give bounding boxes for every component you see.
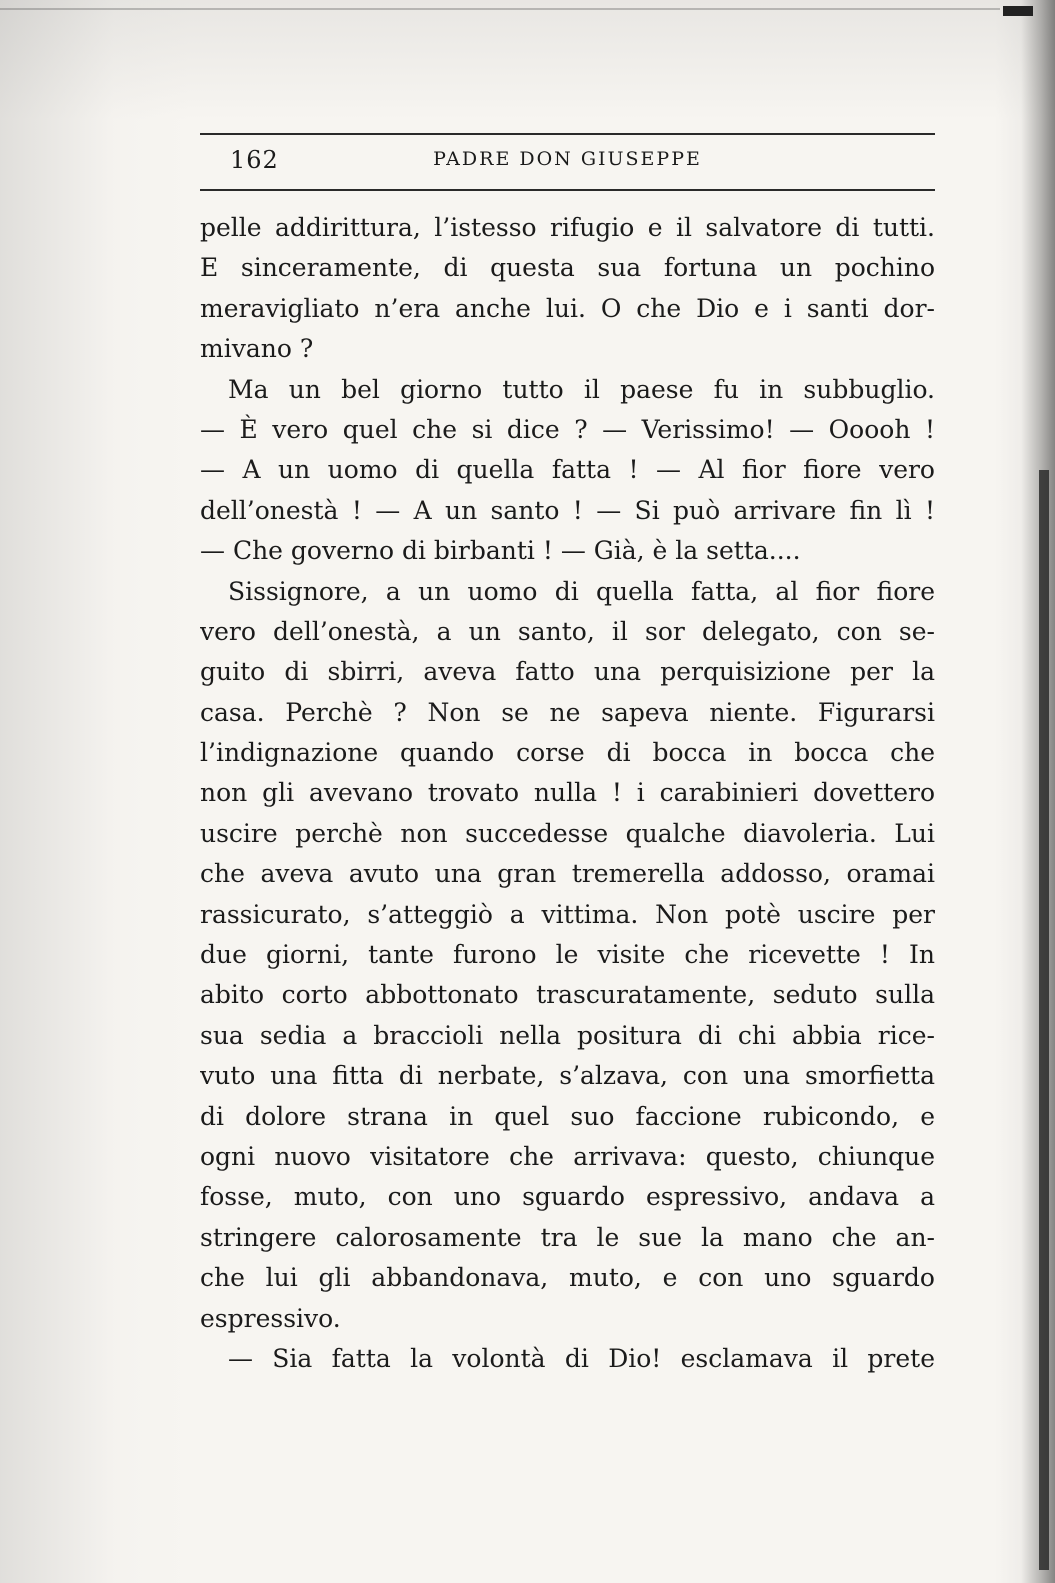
text-line: — Che governo di birbanti ! — Già, è la setta.... [200, 536, 801, 566]
text-line: vero dell’onestà, a un santo, il sor delegato, con se- [200, 616, 935, 646]
text-line: di dolore strana in quel suo faccione rubicondo, e [200, 1101, 935, 1131]
scan-corner-mark [1003, 6, 1033, 16]
running-title: PADRE DON GIUSEPPE [433, 148, 702, 170]
text-line: guito di sbirri, aveva fatto una perquisizione per la [200, 657, 935, 687]
text-line: fosse, muto, con uno sguardo espressivo, andava a [200, 1182, 935, 1212]
scan-shadow-left [0, 0, 190, 1583]
scan-top-rule [0, 8, 1000, 10]
text-line: sua sedia a braccioli nella positura di chi abbia rice- [200, 1020, 935, 1050]
text-line: due giorni, tante furono le visite che ricevette ! In [200, 940, 935, 970]
text-line: l’indignazione quando corse di bocca in bocca che [200, 738, 935, 768]
text-line: vuto una fitta di nerbate, s’alzava, con una smorfietta [200, 1061, 935, 1091]
page-number: 162 [230, 146, 279, 174]
text-line: stringere calorosamente tra le sue la mano che an- [200, 1222, 935, 1252]
text-line: casa. Perchè ? Non se ne sapeva niente. Figurarsi [200, 697, 935, 727]
text-line: che lui gli abbandonava, muto, e con uno sguardo [200, 1263, 935, 1293]
text-line: mivano ? [200, 334, 314, 364]
text-line: non gli avevano trovato nulla ! i carabinieri dovettero [200, 778, 935, 808]
text-line: E sinceramente, di questa sua fortuna un pochino [200, 253, 935, 283]
text-line: — Sia fatta la volontà di Dio! esclamava il prete [228, 1343, 935, 1373]
text-line: che aveva avuto una gran tremerella addosso, oramai [200, 859, 935, 889]
scan-shadow-top [0, 0, 1055, 120]
text-line: — È vero quel che si dice ? — Verissimo! — Ooooh ! [200, 414, 935, 444]
text-line: pelle addirittura, l’istesso rifugio e il salvatore di tutti. [200, 213, 935, 242]
text-line: — A un uomo di quella fatta ! — Al fior fiore vero [200, 455, 935, 485]
text-line: meravigliato n’era anche lui. O che Dio e i santi dor- [200, 293, 935, 323]
text-line: Ma un bel giorno tutto il paese fu in subbuglio. [228, 374, 935, 404]
text-line: abito corto abbottonato trascuratamente, seduto sulla [200, 980, 935, 1010]
text-line: rassicurato, s’atteggiò a vittima. Non potè uscire per [200, 899, 935, 929]
text-line: ogni nuovo visitatore che arrivava: questo, chiunque [200, 1141, 935, 1171]
page-header [200, 133, 935, 191]
text-line: dell’onestà ! — A un santo ! — Si può arrivare fin lì ! [200, 495, 935, 525]
text-line: Sissignore, a un uomo di quella fatta, al fior fiore [228, 576, 935, 606]
page-body [200, 208, 935, 1379]
scan-binding-edge [1039, 470, 1049, 1570]
text-line: uscire perchè non succedesse qualche diavoleria. Lui [200, 818, 935, 848]
text-line: espressivo. [200, 1303, 341, 1333]
